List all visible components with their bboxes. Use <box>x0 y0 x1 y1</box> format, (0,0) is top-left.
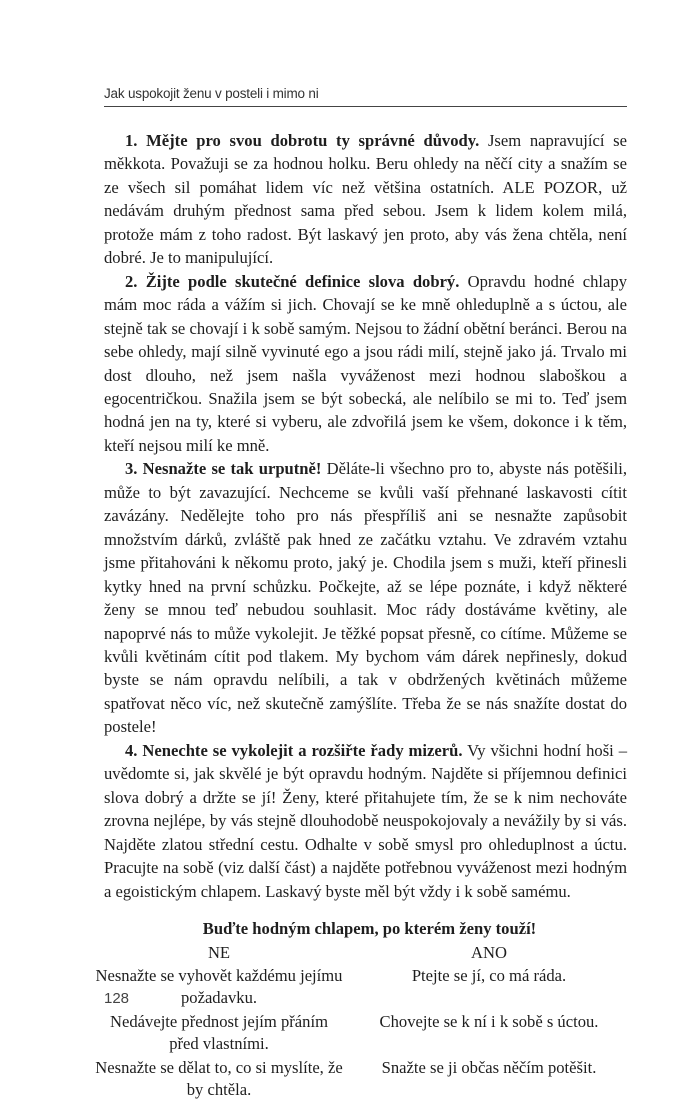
section-heading: 3. Nesnažte se tak urputně! <box>125 459 322 479</box>
section-text: Jsem napravující se měkkota. Považuji se za hodnou holku. Beru ohledy na něčí city a snažím se ze všech sil pomáhat lidem víc než většina ostatních. ALE POZOR, už nedávám druhým přednost sama před sebou. Jsem k lidem kolem milá, protože mám z toho radost. Být laskavý jen proto, aby vás žena chtěla, není dobré. Je to manipulující. <box>104 131 627 268</box>
book-page <box>95 84 627 1103</box>
running-header: Jak uspokojit ženu v posteli i mimo ni <box>104 84 627 107</box>
section-2 <box>104 270 627 458</box>
section-1 <box>104 129 627 270</box>
cell-ano: Ptejte se jí, co má ráda. <box>411 965 567 985</box>
table-row <box>94 1057 634 1103</box>
section-heading: 1. Mějte pro svou dobrotu ty správné důvody. <box>125 131 480 150</box>
cell-ano: Chovejte se k ní i k sobě s úctou. <box>379 1011 599 1031</box>
cell-ne: Nesnažte se vyhovět každému jejímu požadavku. <box>95 965 343 1008</box>
section-text: Děláte-li všechno pro to, abyste nás potěšili, může to být zavazující. Nechceme se kvůli vaší přehnané laskavosti cítit zavázány. Nedělejte toho pro nás přespříliš ani se nesnažte zapůsobit množstvím dárků, zvláště pak hned ze začátku vztahu. Ve zdravém vztahu jsme přitahováni k někomu proto, jaký je. Chodila jsem s muži, kteří přinesli kytky hned na první schůzku. Počkejte, až se lépe poznáte, i když některé ženy se mnou teď nebudou souhlasit. Moc rády dostáváme květiny, ale napoprvé nás to může vykolejit. Je těžké popsat přesně, co cítíme. Můžeme se kvůli květinám cítit pod tlakem. My bychom vám dárek nepřinesly, dokud byste se nám opravdu nelíbili, a tak v obdržených květinách můžeme spatřovat něco víc, než skutečně zamýšlíte. Třeba že se nás snažíte dostat do postele! <box>104 459 627 737</box>
section-heading: 2. Žijte podle skutečné definice slova dobrý. <box>125 271 460 291</box>
page-number: 128 <box>104 990 130 1007</box>
column-header-ne: NE <box>207 943 231 963</box>
comparison-table <box>94 940 634 1103</box>
section-heading: 4. Nenechte se vykolejit a rozšiřte řady mizerů. <box>125 740 463 760</box>
cell-ne: Nesnažte se dělat to, co si myslíte, že by chtěla. <box>95 1057 343 1100</box>
table-row <box>94 965 634 1011</box>
cell-ne: Nedávejte přednost jejím přáním před vlastními. <box>110 1011 328 1054</box>
body-text <box>104 129 627 903</box>
section-3 <box>104 457 627 738</box>
section-text: Opravdu hodné chlapy mám moc ráda a vážím si jich. Chovají se ke mně ohleduplně a s úctou, ale stejně tak se chovají i k sobě samým. Nejsou to žádní obětní beránci. Berou na sebe ohledy, mají silně vyvinuté ego a jsou rádi milí, stejně jako já. Trvalo mi dost dlouho, než jsem našla vyváženost mezi hodnou slaboškou a egocentričkou. Snažila jsem se být sobecká, ale nelíbilo se mi to. Teď jsem hodná jen na ty, které si vyberu, ale zdvořilá jsem ke všem, dokonce i k těm, kteří nejsou milí ke mně. <box>104 271 627 455</box>
cell-ano: Snažte se ji občas něčím potěšit. <box>381 1057 597 1077</box>
section-text: Vy všichni hodní hoši – uvědomte si, jak skvělé je být opravdu hodným. Najděte si příjemnou definici slova dobrý a držte se jí! Ženy, které přitahujete tím, že se k nim nechováte zrovna nejlépe, by vás stejně dlouhodobě neuspokojovaly a nevážily by si vás. Najděte zlatou střední cestu. Odhalte v sobě smysl pro ohleduplnost a úctu. Pracujte na sobě (viz další část) a najděte potřebnou vyváženost mezi hodným a egoistickým chlapem. Laskavý byste měl být vždy i k sobě samému. <box>104 740 627 901</box>
comparison-title: Buďte hodným chlapem, po kterém ženy touží! <box>202 918 537 938</box>
comparison-header-row <box>94 940 634 965</box>
column-header-ano: ANO <box>471 943 507 963</box>
table-row <box>94 1011 634 1057</box>
section-4 <box>104 739 627 903</box>
